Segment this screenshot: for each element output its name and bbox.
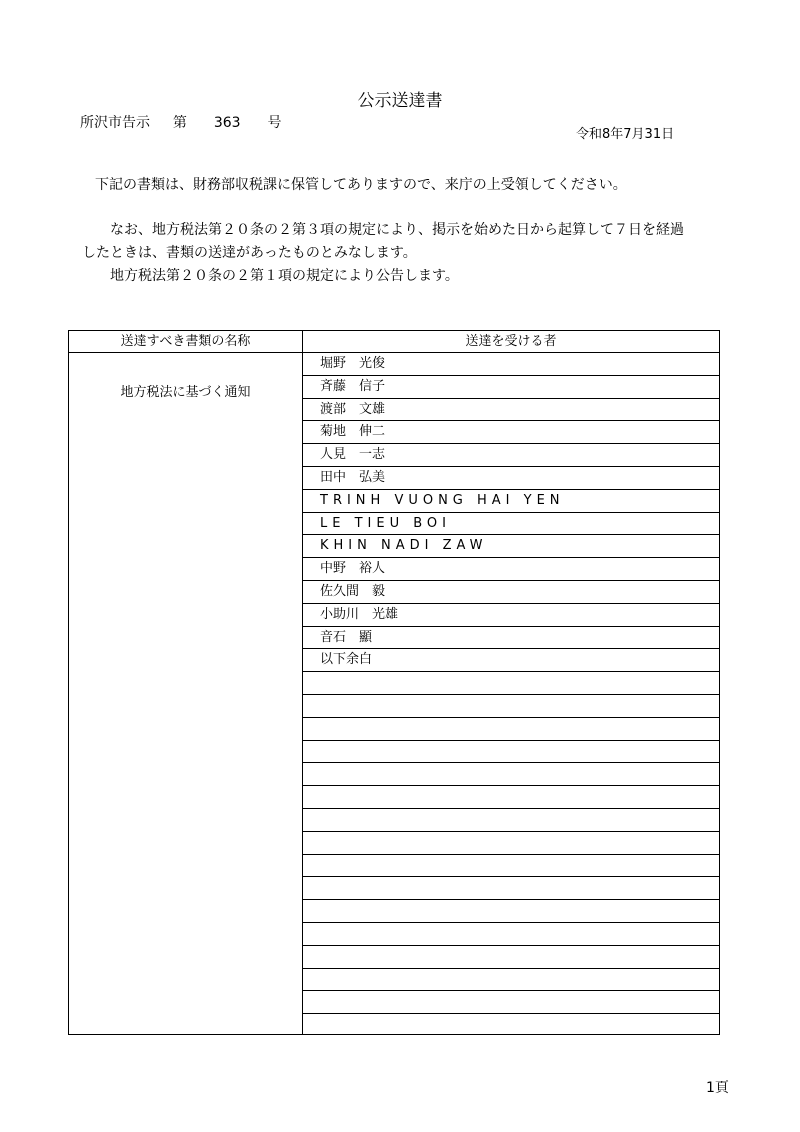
recipient-row [303,946,719,969]
delivery-table [68,330,720,1035]
page-number: 1頁 [706,1080,729,1096]
recipient-row [303,877,719,900]
recipient-row [303,900,719,923]
column-header-document: 送達すべき書類の名称 [120,334,251,349]
recipient-row [303,672,719,695]
recipient-row: 堀野 光俊 [303,353,719,376]
paragraph-deemed-delivery-line2: したときは、書類の送達があったものとみなします。 [82,245,417,261]
notice-number: 363 [213,115,241,131]
paragraph-storage-notice: 下記の書類は、財務部収税課に保管してありますので、来庁の上受領してください。 [95,177,627,193]
notice-prefix: 所沢市告示 [80,115,150,131]
recipient-row: 以下余白 [303,649,719,672]
recipient-row: 田中 弘美 [303,467,719,490]
recipient-row [303,969,719,992]
recipient-list [303,353,719,1037]
notice-number-line [80,112,281,132]
recipient-row: 中野 裕人 [303,558,719,581]
recipient-row: 佐久間 毅 [303,581,719,604]
recipient-row [303,763,719,786]
recipient-row [303,855,719,878]
recipient-row: 音石 顯 [303,627,719,650]
recipient-row [303,1014,719,1037]
document-title: 公示送達書 [357,91,443,111]
notice-go: 号 [267,115,282,131]
recipient-row: 人見 一志 [303,444,719,467]
recipient-row: 小助川 光雄 [303,604,719,627]
recipient-row [303,809,719,832]
recipient-row: LE TIEU BOI [303,513,719,536]
recipient-row: KHIN NADI ZAW [303,535,719,558]
notice-date: 令和8年7月31日 [576,127,675,142]
recipient-row [303,832,719,855]
recipient-row [303,991,719,1014]
recipient-row [303,741,719,764]
recipient-row: 渡部 文雄 [303,399,719,422]
recipient-row: 斉藤 信子 [303,376,719,399]
recipient-row [303,786,719,809]
paragraph-deemed-delivery-line1: なお、地方税法第２０条の２第３項の規定により、掲示を始めた日から起算して７日を経過 [110,222,684,238]
recipient-row: TRINH VUONG HAI YEN [303,490,719,513]
paragraph-public-notice: 地方税法第２０条の２第１項の規定により公告します。 [110,268,459,284]
notice-dai: 第 [172,115,187,131]
recipient-row [303,923,719,946]
column-header-recipient: 送達を受ける者 [465,334,557,349]
recipient-row: 菊地 伸二 [303,421,719,444]
recipient-row [303,695,719,718]
recipient-row [303,718,719,741]
document-name-cell: 地方税法に基づく通知 [120,385,251,400]
